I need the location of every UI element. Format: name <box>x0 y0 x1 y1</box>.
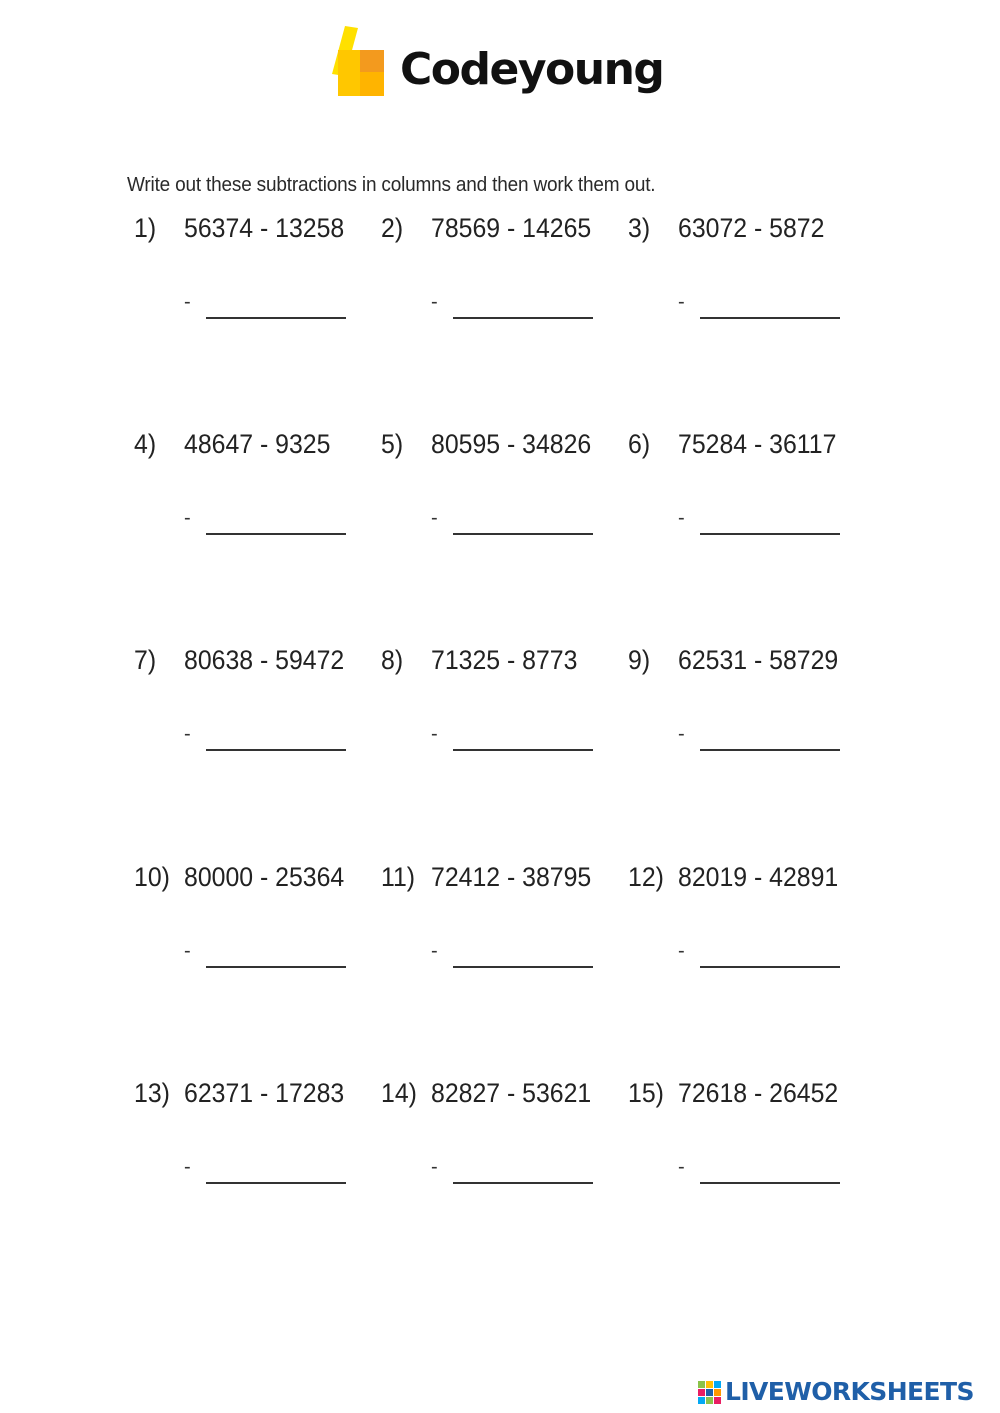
problem-number: 10) <box>134 862 170 892</box>
answer-minus-sign: - <box>184 723 191 745</box>
problem-3 <box>628 213 878 343</box>
problem-number: 12) <box>628 862 664 892</box>
problem-1 <box>134 213 384 343</box>
answer-line <box>700 317 840 319</box>
problem-7 <box>134 645 384 775</box>
problem-number: 7) <box>134 645 157 675</box>
problem-expression: 80638 - 59472 <box>184 645 345 675</box>
problem-number: 15) <box>628 1078 664 1108</box>
problem-number: 4) <box>134 429 157 459</box>
problem-expression: 71325 - 8773 <box>431 645 578 675</box>
problem-4 <box>134 429 384 559</box>
problem-9 <box>628 645 878 775</box>
answer-minus-sign: - <box>678 940 685 962</box>
answer-line <box>700 533 840 535</box>
liveworksheets-watermark <box>698 1378 998 1408</box>
answer-minus-sign: - <box>678 507 685 529</box>
problem-expression: 72618 - 26452 <box>678 1078 839 1108</box>
problem-number: 3) <box>628 213 651 243</box>
answer-line <box>206 317 346 319</box>
problem-expression: 80000 - 25364 <box>184 862 345 892</box>
problem-8 <box>381 645 631 775</box>
answer-minus-sign: - <box>678 1156 685 1178</box>
problem-number: 5) <box>381 429 404 459</box>
answer-minus-sign: - <box>431 507 438 529</box>
answer-minus-sign: - <box>678 723 685 745</box>
problem-14 <box>381 1078 631 1208</box>
answer-line <box>206 533 346 535</box>
answer-minus-sign: - <box>431 291 438 313</box>
problem-number: 13) <box>134 1078 170 1108</box>
answer-line <box>206 1182 346 1184</box>
problem-expression: 82827 - 53621 <box>431 1078 592 1108</box>
problem-expression: 63072 - 5872 <box>678 213 825 243</box>
answer-line <box>700 749 840 751</box>
problem-expression: 62371 - 17283 <box>184 1078 345 1108</box>
problem-15 <box>628 1078 878 1208</box>
problem-13 <box>134 1078 384 1208</box>
brand-name: Codeyoung <box>400 44 664 95</box>
problem-number: 2) <box>381 213 404 243</box>
problem-expression: 56374 - 13258 <box>184 213 345 243</box>
problem-expression: 82019 - 42891 <box>678 862 839 892</box>
answer-line <box>206 749 346 751</box>
problem-number: 8) <box>381 645 404 675</box>
answer-line <box>700 1182 840 1184</box>
answer-line <box>206 966 346 968</box>
problem-11 <box>381 862 631 992</box>
problem-expression: 78569 - 14265 <box>431 213 592 243</box>
problem-expression: 62531 - 58729 <box>678 645 839 675</box>
answer-minus-sign: - <box>678 291 685 313</box>
answer-minus-sign: - <box>184 291 191 313</box>
answer-line <box>453 317 593 319</box>
answer-minus-sign: - <box>431 723 438 745</box>
problem-12 <box>628 862 878 992</box>
answer-line <box>453 749 593 751</box>
answer-line <box>700 966 840 968</box>
problem-10 <box>134 862 384 992</box>
liveworksheets-logo-icon <box>698 1381 722 1405</box>
problem-expression: 72412 - 38795 <box>431 862 592 892</box>
answer-minus-sign: - <box>431 940 438 962</box>
answer-minus-sign: - <box>184 507 191 529</box>
watermark-text: LIVEWORKSHEETS <box>725 1377 974 1406</box>
problem-expression: 80595 - 34826 <box>431 429 592 459</box>
answer-line <box>453 533 593 535</box>
problem-number: 11) <box>381 862 416 892</box>
problem-number: 9) <box>628 645 651 675</box>
problem-number: 1) <box>134 213 157 243</box>
answer-line <box>453 966 593 968</box>
problem-number: 14) <box>381 1078 417 1108</box>
answer-line <box>453 1182 593 1184</box>
problem-5 <box>381 429 631 559</box>
problem-2 <box>381 213 631 343</box>
instructions-text: Write out these subtractions in columns and then work them out. <box>127 174 656 196</box>
answer-minus-sign: - <box>184 940 191 962</box>
answer-minus-sign: - <box>184 1156 191 1178</box>
problem-expression: 75284 - 36117 <box>678 429 837 459</box>
problem-number: 6) <box>628 429 651 459</box>
problem-expression: 48647 - 9325 <box>184 429 331 459</box>
problem-6 <box>628 429 878 559</box>
answer-minus-sign: - <box>431 1156 438 1178</box>
